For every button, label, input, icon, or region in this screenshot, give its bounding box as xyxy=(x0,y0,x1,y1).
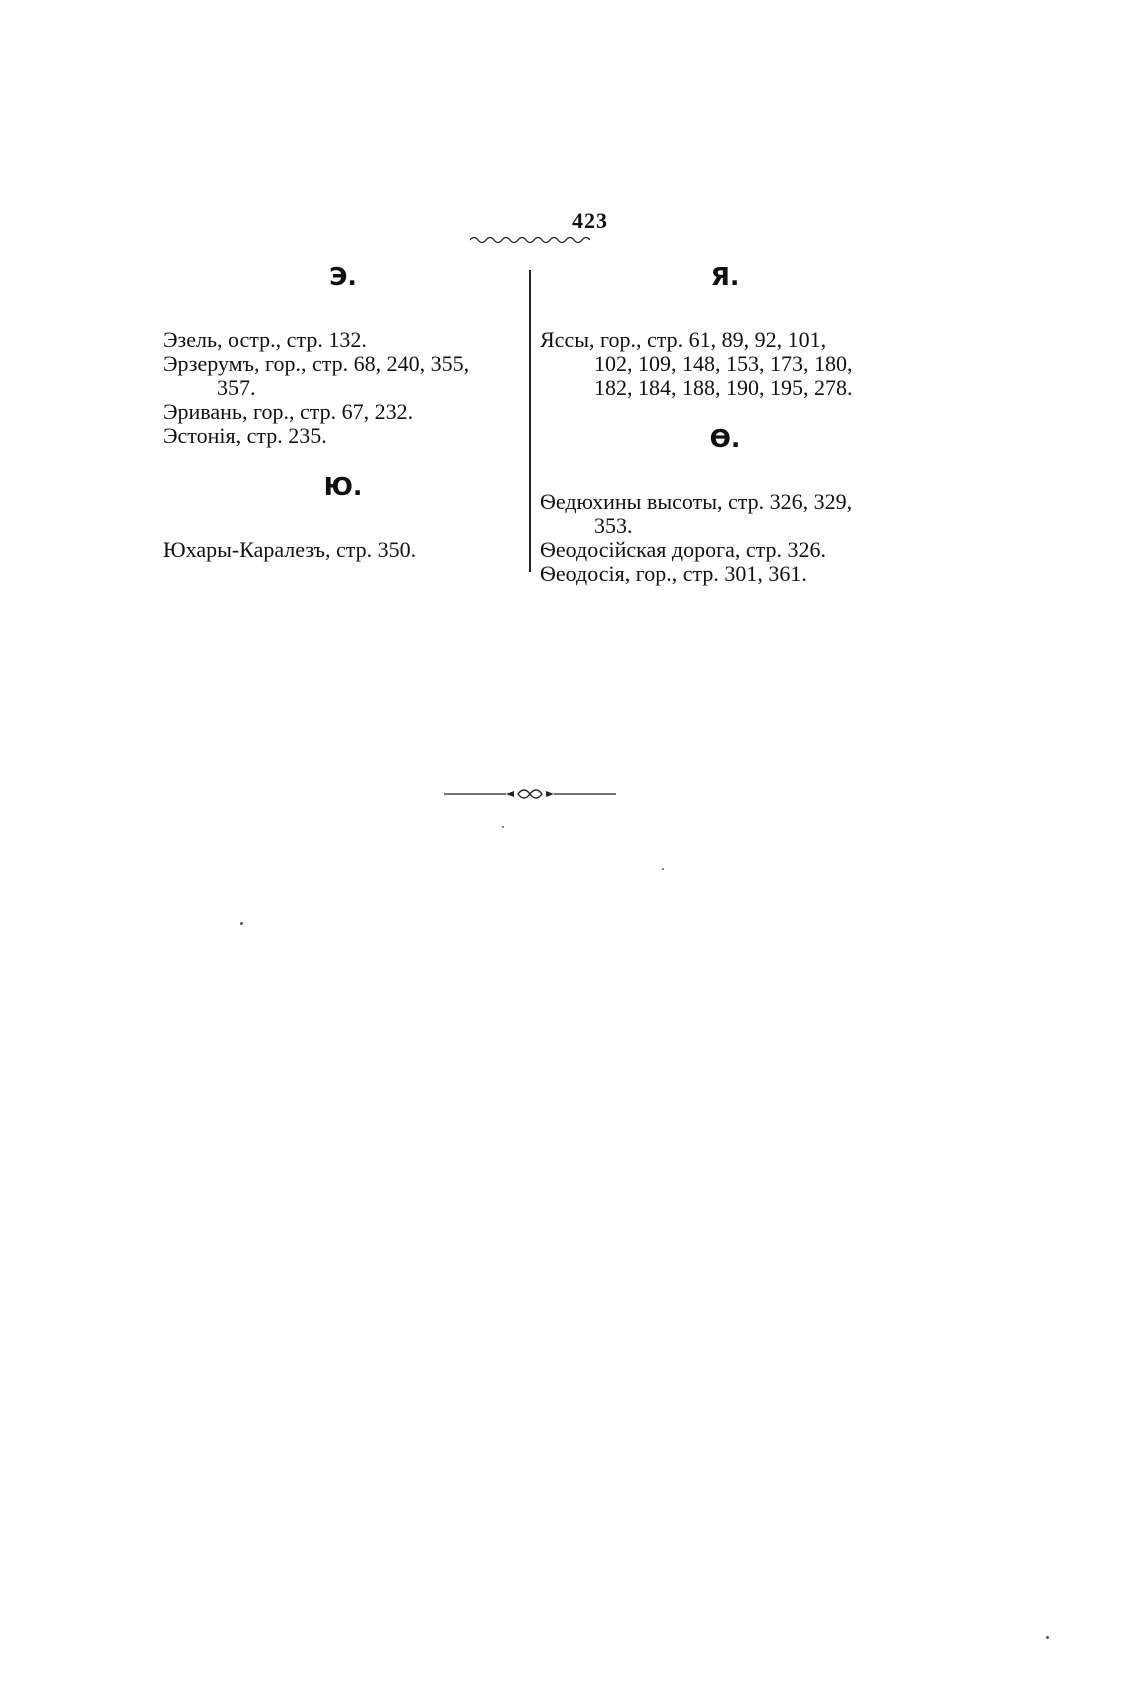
index-entry: Эривань, гор., стр. 67, 232. xyxy=(163,399,414,424)
index-entry: Эрзерумъ, гор., стр. 68, 240, 355, 357. xyxy=(163,351,470,400)
index-entry: Ѳеодосійская дорога, стр. 326. xyxy=(540,537,827,562)
index-section-ya xyxy=(540,262,910,400)
column-divider xyxy=(529,270,531,572)
index-entry: Ѳедюхины высоты, стр. 326, 329, 353. xyxy=(540,489,853,538)
index-entry: Эстонія, стр. 235. xyxy=(163,423,327,448)
section-letter: Э. xyxy=(329,262,357,291)
index-entry: Ѳеодосія, гор., стр. 301, 361. xyxy=(540,561,807,586)
section-letter: Ѳ. xyxy=(709,424,741,453)
index-entry: Яссы, гор., стр. 61, 89, 92, 101, 102, 109, 148, 153, 173, 180, 182, 184, 188, 190, 195, 278. xyxy=(540,327,853,400)
index-section-yu xyxy=(163,472,523,562)
header-wave-ornament xyxy=(470,234,590,244)
index-entry: Эзель, остр., стр. 132. xyxy=(163,327,367,352)
index-section-fita xyxy=(540,424,910,586)
index-entry: Юхары-Каралезъ, стр. 350. xyxy=(163,537,417,562)
page-number: 423 xyxy=(572,208,608,233)
left-column xyxy=(163,262,523,562)
print-speck xyxy=(502,826,504,828)
section-letter: Я. xyxy=(710,262,740,291)
section-letter: Ю. xyxy=(323,472,363,501)
right-column xyxy=(540,262,910,586)
end-ornament xyxy=(440,786,620,802)
print-speck xyxy=(1046,1636,1049,1639)
print-speck xyxy=(240,922,243,925)
print-speck xyxy=(662,868,664,870)
index-section-e xyxy=(163,262,523,448)
